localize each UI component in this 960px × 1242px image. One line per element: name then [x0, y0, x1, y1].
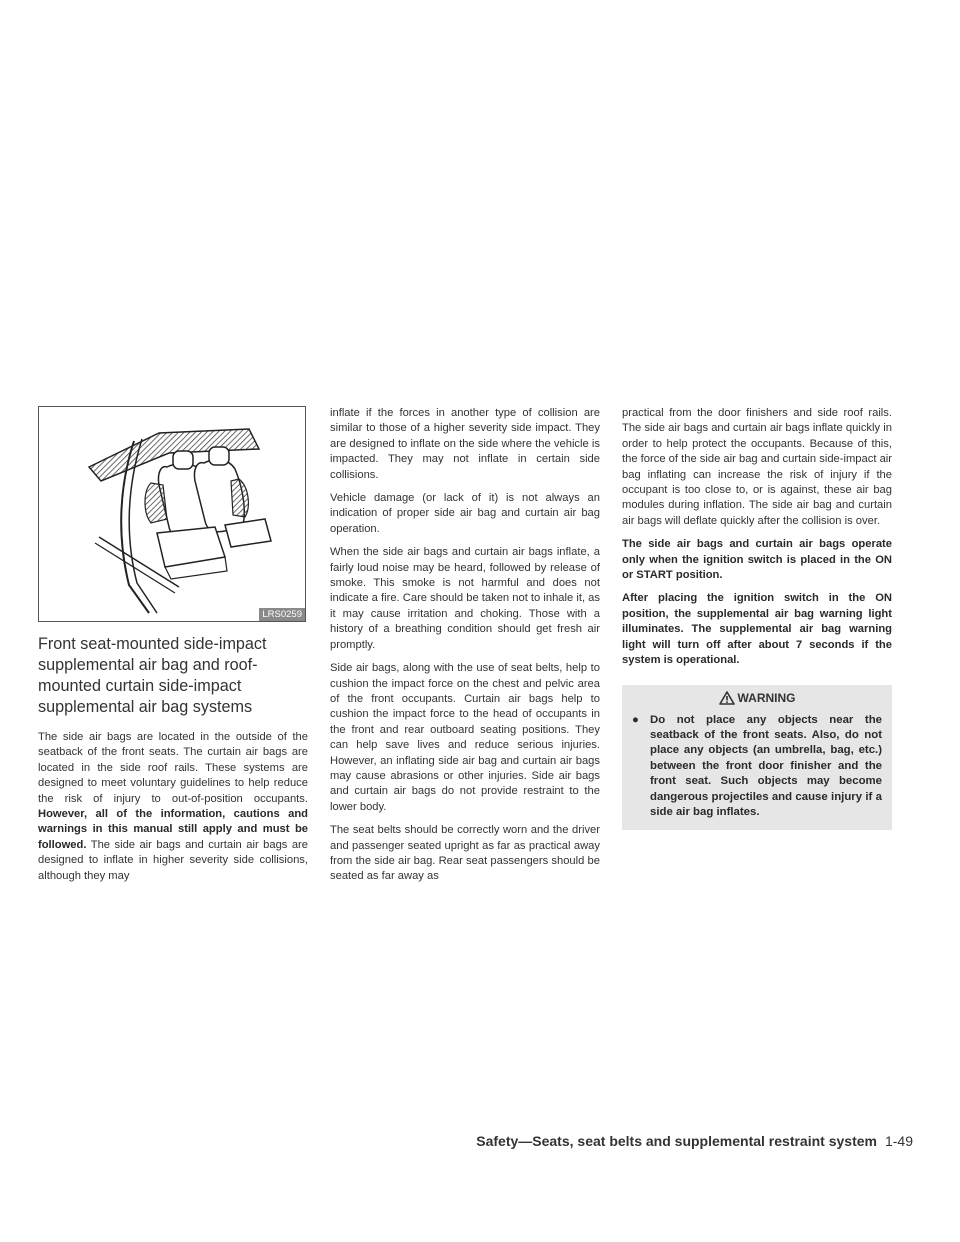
seat-airbag-drawing [39, 407, 305, 621]
warning-title: WARNING [737, 690, 796, 705]
page-number: 1-49 [884, 1133, 913, 1149]
paragraph-bold-text: However, all of the information, cautions and warnings in this manual still apply and must be followed. [38, 808, 308, 851]
paragraph: The seat belts should be correctly worn and the driver and passenger seated upright as far as practical away from the side air bag. Rear seat passengers should be seated as far away as [330, 824, 600, 883]
figure-label: LRS0259 [259, 608, 305, 621]
column-2 [330, 406, 600, 893]
warning-item [632, 713, 882, 821]
paragraph: Vehicle damage (or lack of it) is not always an indication of proper side air bag and curtain air bag operation. [330, 492, 600, 535]
column-1 [38, 406, 308, 892]
paragraph: Side air bags, along with the use of seat belts, help to cushion the impact force on the chest and pelvic area of the front occupants. Curtain air bags help to cushion the impact force to the head of occupants in the front and rear outboard seating positions. They can help save lives and reduce serious injuries. However, an inflating side air bag and curtain air bags may cause abrasions or other injuries. Side air bags and curtain air bags do not provide restraint to the lower body. [330, 662, 600, 813]
warning-header [632, 691, 882, 705]
paragraph-bold: After placing the ignition switch in the ON position, the supplemental air bag warning light illuminates. The supplemental air bag warning light will turn off after about 7 seconds if the system is operational. [622, 592, 892, 667]
page-footer [476, 1133, 913, 1149]
paragraph-bold: The side air bags and curtain air bags operate only when the ignition switch is placed in the ON or START position. [622, 538, 892, 582]
footer-section-title: Safety—Seats, seat belts and supplemental restraint system [476, 1133, 877, 1149]
paragraph: practical from the door finishers and side roof rails. The side air bags and curtain air bags inflate quickly in order to help protect the occupants. Because of this, the force of the side air bag and curtain side-impact air bag inflating can increase the risk of injury if the occupant is too close to, or is against, these air bag modules during inflation. The side air bag and curtain air bags will deflate quickly after the collision is over. [622, 407, 892, 527]
paragraph-text: The side air bags and curtain air bags are designed to inflate in higher severity side collisions, although they may [38, 838, 309, 882]
column-3 [622, 406, 892, 830]
section-title: Front seat-mounted side-impact supplemental air bag and roof-mounted curtain side-impact supplemental air bag systems [38, 635, 267, 716]
warning-box [622, 685, 892, 831]
airbag-illustration [38, 406, 306, 622]
warning-text: Do not place any objects near the seatback of the front seats. Also, do not place any objects (an umbrella, bag, etc.) between the front door finisher and the front seat. Such objects may become dangerous projectiles and cause injury if a side air bag inflates. [650, 713, 882, 818]
paragraph-text: The side air bags are located in the outside of the seatback of the front seats. The curtain air bags are located in the side roof rails. These systems are designed to meet voluntary guidelines to help reduce the risk of injury to out-of-position occupants. [38, 731, 308, 805]
paragraph: inflate if the forces in another type of collision are similar to those of a higher severity side impact. They are designed to inflate on the side where the vehicle is impacted. They may not inflate in certain side collisions. [330, 407, 600, 481]
paragraph [38, 730, 308, 884]
warning-triangle-icon [719, 691, 735, 705]
bullet-icon: ● [632, 713, 639, 726]
paragraph: When the side air bags and curtain air bags inflate, a fairly loud noise may be heard, followed by release of smoke. This smoke is not harmful and does not indicate a fire. Care should be taken not to inhale it, as it may cause irritation and choking. Those with a history of a breathing condition should get fresh air promptly. [330, 546, 600, 651]
